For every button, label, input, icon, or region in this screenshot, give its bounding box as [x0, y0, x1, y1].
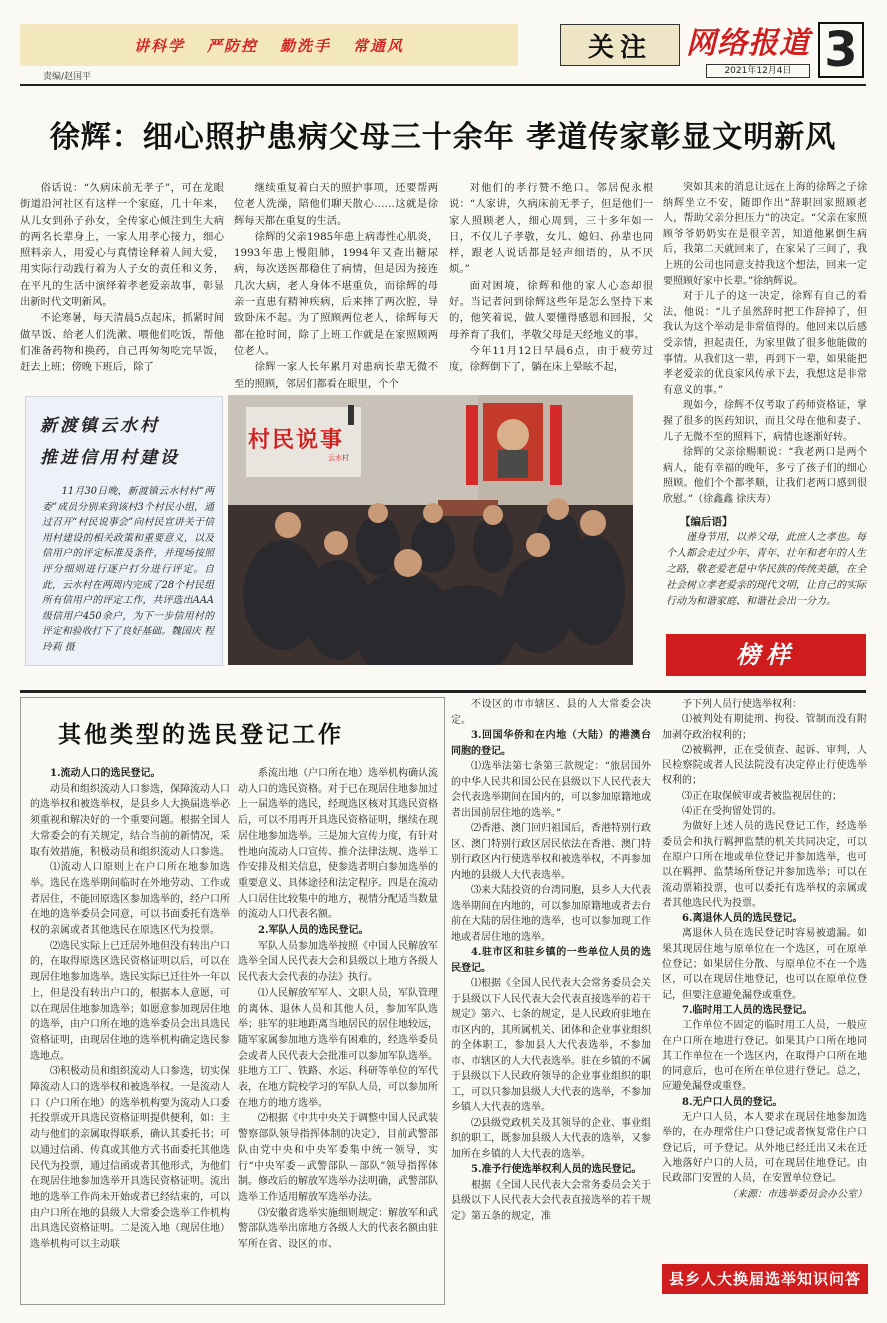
role-model-badge: 榜样 [666, 634, 866, 676]
news-brief-title: 新渡镇云水村 推进信用村建设 [40, 416, 180, 468]
photo-banner-subtext: 云水村 [328, 454, 349, 462]
section-label: 关注 [560, 24, 680, 66]
paragraph: 徐辉的父亲1985年患上病毒性心肌炎，1993年患上慢阻肺，1994年又查出糖尿病，每次送医都稳住了病情，但是因为接连几次大病，老人身体不堪重负，而徐辉的母亲一直患有精神疾病，后来摔了两次腔，导致卧床不起。为了照顾两位老人，徐辉每天都在抢时间，除了上班工作就是在家照顾两位老人。 [234, 230, 438, 357]
slogan-4: 常通风 [353, 36, 405, 55]
editor-note-label: 【编后语】 [680, 516, 733, 528]
paragraph: 系流出地（户口所在地）选举机构确认流动人口的选民资格。对于已在现居住地参加过上一届选举的选民，经现选区核对其选民资格后，可以不用再开具选民资格证明，继续在现居住地参加选举。三是加大宣传力度，有针对性地向流动人口宣传、推介法律法规、选举工作安排及相关信息，使参选者明白参加选举的重要意义、具体途径和法定程序。四是在流动人口居住比较集中的地方，视情分配适当数量的流动人口代表名额。 [238, 768, 438, 921]
paragraph: 突如其来的消息让远在上海的徐辉之子徐纳辉坐立不安，随即作出“辞职回家照顾老人，帮助父亲分担压力”的决定。“父亲在家照顾爷爷奶奶实在是很辛苦，知道他累倒生病后，我第二天就回来了，在家呆了三间了，我上班的公司也同意支持我这个想法，回来一定要照顾好家中长辈。”徐纳辉说。 [663, 182, 867, 287]
editor-credit: 责编/赵国平 [43, 72, 92, 82]
paragraph: 俗话说：“久病床前无孝子”，可在龙眼街道沿河社区有这样一个家庭，几十年来，从儿女到孙子孙女，全传家心倾注到生大病的两名长辈身上，一家人用孝心接力，细心照料亲人，用爱心与真情诠释着人间大爱，用实际行动践行着为人子女的责任和义务，在平凡的生活中演绎着孝老爱亲故事，彰显出新时代文明新风。 [20, 182, 224, 309]
paragraph: 徐辉一家人长年累月对患病长辈无微不至的照顾，邻居们都看在眼里，个个 [234, 361, 438, 390]
header-rule [20, 84, 866, 86]
article1-column-4 [663, 180, 867, 507]
paragraph: ⑴人民解放军军人、文职人员，军队管理的离休、退休人员和其他人员，参加军队选举；驻军的驻地距离当地居民的居住地较远，随军家属参加地方选举有困难的，经选举委员会或者人民代表大会批准可以参加军队选举。驻地方工厂、铁路、水运、科研等单位的军代表，在地方院校学习的军队人员，可以参加所在地方的地方选举。 [238, 987, 438, 1109]
paragraph: ⑵根据《中共中央关于调整中国人民武装警察部队领导指挥体制的决定》，目前武警部队由党中央和中央军委集中统一领导，实行“中央军委－武警部队－部队”领导指挥体制。修改后的解放军选举办法明确，武警部队选举工作适用解放军选举办法。 [238, 1113, 438, 1203]
paragraph: ⑶正在取保候审或者被监视居住的； [682, 790, 842, 802]
paragraph: 无户口人员，本人要求在现居住地参加选举的，在办理常住户口登记或者恢复常住户口登记后，可予登记。从外地已经迁出又未在迁入地落好户口的人员，可在现居住地登记。由民政部门安置的人员，在安置单位登记。 [662, 1112, 867, 1185]
section-heading: 6.离退休人员的选民登记。 [682, 913, 803, 925]
paragraph: 对于儿子的这一决定，徐辉有自己的看法，他说：“儿子虽然辞时把工作辞掉了，但我认为这个举动是非常值得的。他回来以后感受亲情，担起责任，为家里做了很多他能做的事情。从我们这一辈，再到下一辈，如果能把孝老爱亲的优良家风传承下去，我想这是非常有意义的事。” [663, 291, 867, 396]
article-headline: 徐辉：细心照护患病父母三十余年 孝道传家彰显文明新风 [49, 120, 837, 155]
paragraph: 徐辉的父亲徐赐顺说：“我老两口是两个病人，能有幸福的晚年，多亏了孩子们的细心照顾。他们个个都孝顺，让我们老两口感到很欣慰。”（徐鑫鑫 徐庆寿） [663, 447, 867, 505]
qa-series-badge: 县乡人大换届选举知识问答 [662, 1264, 868, 1294]
paragraph: 工作单位不固定的临时用工人员，一般应在户口所在地进行登记。如果其户口所在地同其工作单位在一个选区内，在取得户口所在地的同意后，也可在所在单位进行登记。总之，应避免漏登或重登。 [662, 1020, 867, 1093]
slogan-2: 严防控 [206, 36, 258, 55]
section-heading: 7.临时用工人员的选民登记。 [682, 1004, 813, 1016]
section-heading: 4.驻市区和驻乡镇的一些单位人员的选民登记。 [451, 947, 651, 974]
paragraph: ⑷正在受拘留处罚的。 [682, 806, 782, 818]
paragraph: 继续重复着白天的照护事项，还要帮两位老人洗澡，陪他们聊天散心……这就是徐辉每天都在重复的生活。 [234, 182, 438, 227]
article1-column-1 [20, 180, 224, 376]
article2-column-4 [662, 697, 867, 1202]
section-heading: 8.无户口人员的登记。 [682, 1096, 783, 1108]
paragraph: ⑶来大陆投资的台湾同胞，县乡人大代表选举期间在内地的，可以参加原籍地或者去台前在大陆的居住地的选举，也可以参加现工作地或者居住地的选举。 [451, 885, 651, 943]
section-heading: 3.回国华侨和在内地（大陆）的港澳台同胞的登记。 [451, 730, 651, 757]
section-divider [20, 690, 866, 693]
article1-column-3 [449, 180, 653, 376]
paragraph: ⑶安徽省选举实施细则规定：解放军和武警部队选举出席地方各级人大的代表名额由驻军所在省、设区的市、 [238, 1207, 438, 1251]
section-heading: 5.准予行使选举权利人员的选民登记。 [471, 1164, 642, 1175]
paragraph: ⑵选民实际上已迁居外地但没有转出户口的，在取得原选区选民资格证明以后，可以在现居住地参加选举。选民实际已迁往外一年以上，但是没有转出户口的，根据本人意愿，可以在现居住地参加选举；如愿意参加现居住地的选举，由户口所在地的选举委员会出具选民资格证明，由现居住地的选举机构确定选民参选地点。 [30, 940, 230, 1062]
paragraph: 不设区的市市辖区、县的人大常委会决定。 [451, 699, 651, 726]
paragraph: ⑵香港、澳门回归祖国后，香港特别行政区、澳门特别行政区居民依法在香港、澳门特别行政区内行使选举权和被选举权，不再参加内地的县级人大代表选举。 [451, 823, 651, 881]
section-heading: 2.军队人员的选民登记。 [258, 925, 369, 937]
photo-banner-text: 村民说事 [248, 428, 345, 453]
paragraph: 为做好上述人员的选民登记工作，经选举委员会和执行羁押监禁的机关共同决定，可以在原户口所在地或单位登记并参加选举，也可以在羁押、监禁场所登记并参加选举；可以在流动票箱投票，也可以委托有选举权的亲属或者其他选民代为投票。 [662, 821, 867, 909]
article1-column-2 [234, 180, 438, 392]
paragraph: 不论寒暑，每天清晨5点起床，抓紧时间做早饭、给老人们洗漱、喂他们吃饭，帮他们准备药物和换药，自己再匆匆吃完早饭，赶去上班；傍晚下班后，除了 [20, 312, 224, 374]
slogan-banner [20, 24, 518, 66]
paragraph: 军队人员参加选举按照《中国人民解放军选举全国人民代表大会和县级以上地方各级人民代表大会代表的办法》执行。 [238, 940, 438, 984]
slogan-3: 勤洗手 [280, 36, 332, 55]
page-number: 3 [818, 22, 864, 78]
paragraph: ⑴选举法第七条第三款规定：“旅居国外的中华人民共和国公民在县级以下人民代表大会代表选举期间在国内的，可以参加原籍地或者出国前居住地的选举。” [451, 761, 651, 819]
slogan-1: 讲科学 [133, 36, 185, 55]
article2-column-2 [238, 766, 438, 1253]
editor-note-text: 谨身节用，以养父母，此庶人之孝也。每个人都会走过少年、青年、壮年和老年的人生之路，敬老爱老是中华民族的传统美德，在全社会树立孝老爱亲的现代文明，让自己的实际行动为和谐家庭、和谐社会出一分力。 [666, 532, 866, 607]
paragraph: 面对困境，徐辉和他的家人心态却很好。当记者问到徐辉这些年是怎么坚持下来的，他笑着说，做人要懂得感恩和回报，父母养育了我们，孝敬父母是天经地义的事。 [449, 279, 653, 341]
article2-headline: 其他类型的选民登记工作 [58, 721, 344, 748]
section-heading: 1.流动人口的选民登记。 [50, 768, 161, 779]
paragraph: ⑵被羁押，正在受侦查、起诉、审判，人民检察院或者人民法院没有决定停止行使选举权利的； [662, 744, 867, 787]
article2-column-1 [30, 766, 230, 1253]
paragraph: ⑴流动人口原则上在户口所在地参加选举。选民在选举期间临时在外地劳动、工作或者居住，不能回原选区参加选举的，经户口所在地的选举委员会同意，可以书面委托有选举权的亲属或者其他选民在原选区代为投票。 [30, 862, 230, 937]
meeting-photo [228, 395, 633, 665]
paragraph: 动员和组织流动人口参选，保障流动人口的选举权和被选举权，是县乡人大换届选举必须重视和解决好的一个重要问题。根据全国人大常委会的有关规定，结合当前的新情况，采取有效措施，积极动员和组织流动人口参选。 [30, 783, 230, 858]
paragraph: ⑴根据《全国人民代表大会常务委员会关于县级以下人民代表大会代表直接选举的若干规定》第六、七条的规定，是人民政府驻地在市区内的，其所属机关、团体和企业事业组织的全体职工，参加县人大代表选举，不参加市、市辖区的人大代表选举。驻在乡镇的不属于县级以下人民政府领导的企业事业组织的职工，可以只参加县级人大代表的选举，不参加乡镇人大代表的选举。 [451, 978, 651, 1113]
source-credit: （来源：市选举委员会办公室） [727, 1188, 867, 1200]
paragraph: ⑵县级党政机关及其领导的企业、事业组织的职工，既参加县级人大代表的选举，又参加所在乡镇的人大代表的选举。 [451, 1117, 651, 1160]
paragraph: 离退休人员在选民登记时容易被遗漏。如果其现居住地与原单位在一个选区，可在原单位登记；如果居住分散、与原单位不在一个选区，可以在现居住地登记，也可以在原单位登记，但要注意避免漏登或重登。 [662, 928, 867, 1001]
issue-date: 2021年12月4日 [706, 64, 810, 78]
paragraph: 现如今，徐辉不仅考取了药师资格证，掌握了很多的医药知识，而且父母在他和妻子、儿子无微不至的照料下，病情也逐渐好转。 [663, 400, 867, 443]
paragraph: 今年11月12日早晨6点，由于疲劳过度，徐辉倒下了，躺在床上晕眩不起， [449, 344, 653, 374]
news-brief-text: 11月30日晚，新渡镇云水村村“两委”成员分别来到该村3个村民小组，通过召开“村民说事会”向村民宣讲关于信用村建设的相关政策和重要意义，以及信用户的评定标准及条件，并现场按照评分细则进行逐户打分进行评定。自此，云水村在两周内完成了28个村民组所有信用户的评定工作，共评选出AAA级信用户450余户，为下一步信用村的评定和验收打下了良好基础。魏国庆 程玲莉 摄 [42, 486, 214, 653]
paragraph: ⑴被判处有期徒刑、拘役、管制而没有附加剥夺政治权利的； [662, 714, 867, 741]
paragraph: 根据《全国人民代表大会常务委员会关于县级以下人民代表大会代表直接选举的若干规定》第五条的规定，准 [451, 1179, 651, 1222]
paragraph: 对他们的孝行赞不绝口。邻居倪永根说：“人家讲，久病床前无孝子，但是他们一家人照顾老人，细心周到，三十多年如一日，不仅儿子孝敬，女儿、媳妇、孙辈也同样，跟老人说话都是轻声细语的，从不厌烦。” [449, 182, 653, 276]
masthead-logo: 网络报道 [686, 26, 810, 61]
paragraph: ⑶积极动员和组织流动人口参选，切实保障流动人口的选举权和被选举权。一是流动人口（户口所在地）的选举机构要为流动人口委托投票或开具选民资格证明提供便利，如：主动与他们的亲属取得联系，确认其委托书；可以通过信函、传真或其他方式书面委托其他选民代为投票，通过信函或者其他形式，为他们在现居住地参加选举开具选民资格证明。流出地的选举工作尚未开始或者已经结束的，可以由户口所在地的县级人大常委会选举工作机构出具选民资格证明。二是流入地（现居住地）选举机构可以主动联 [30, 1066, 230, 1251]
paragraph: 予下列人员行使选举权利： [682, 699, 802, 710]
article2-column-3 [451, 697, 651, 1224]
